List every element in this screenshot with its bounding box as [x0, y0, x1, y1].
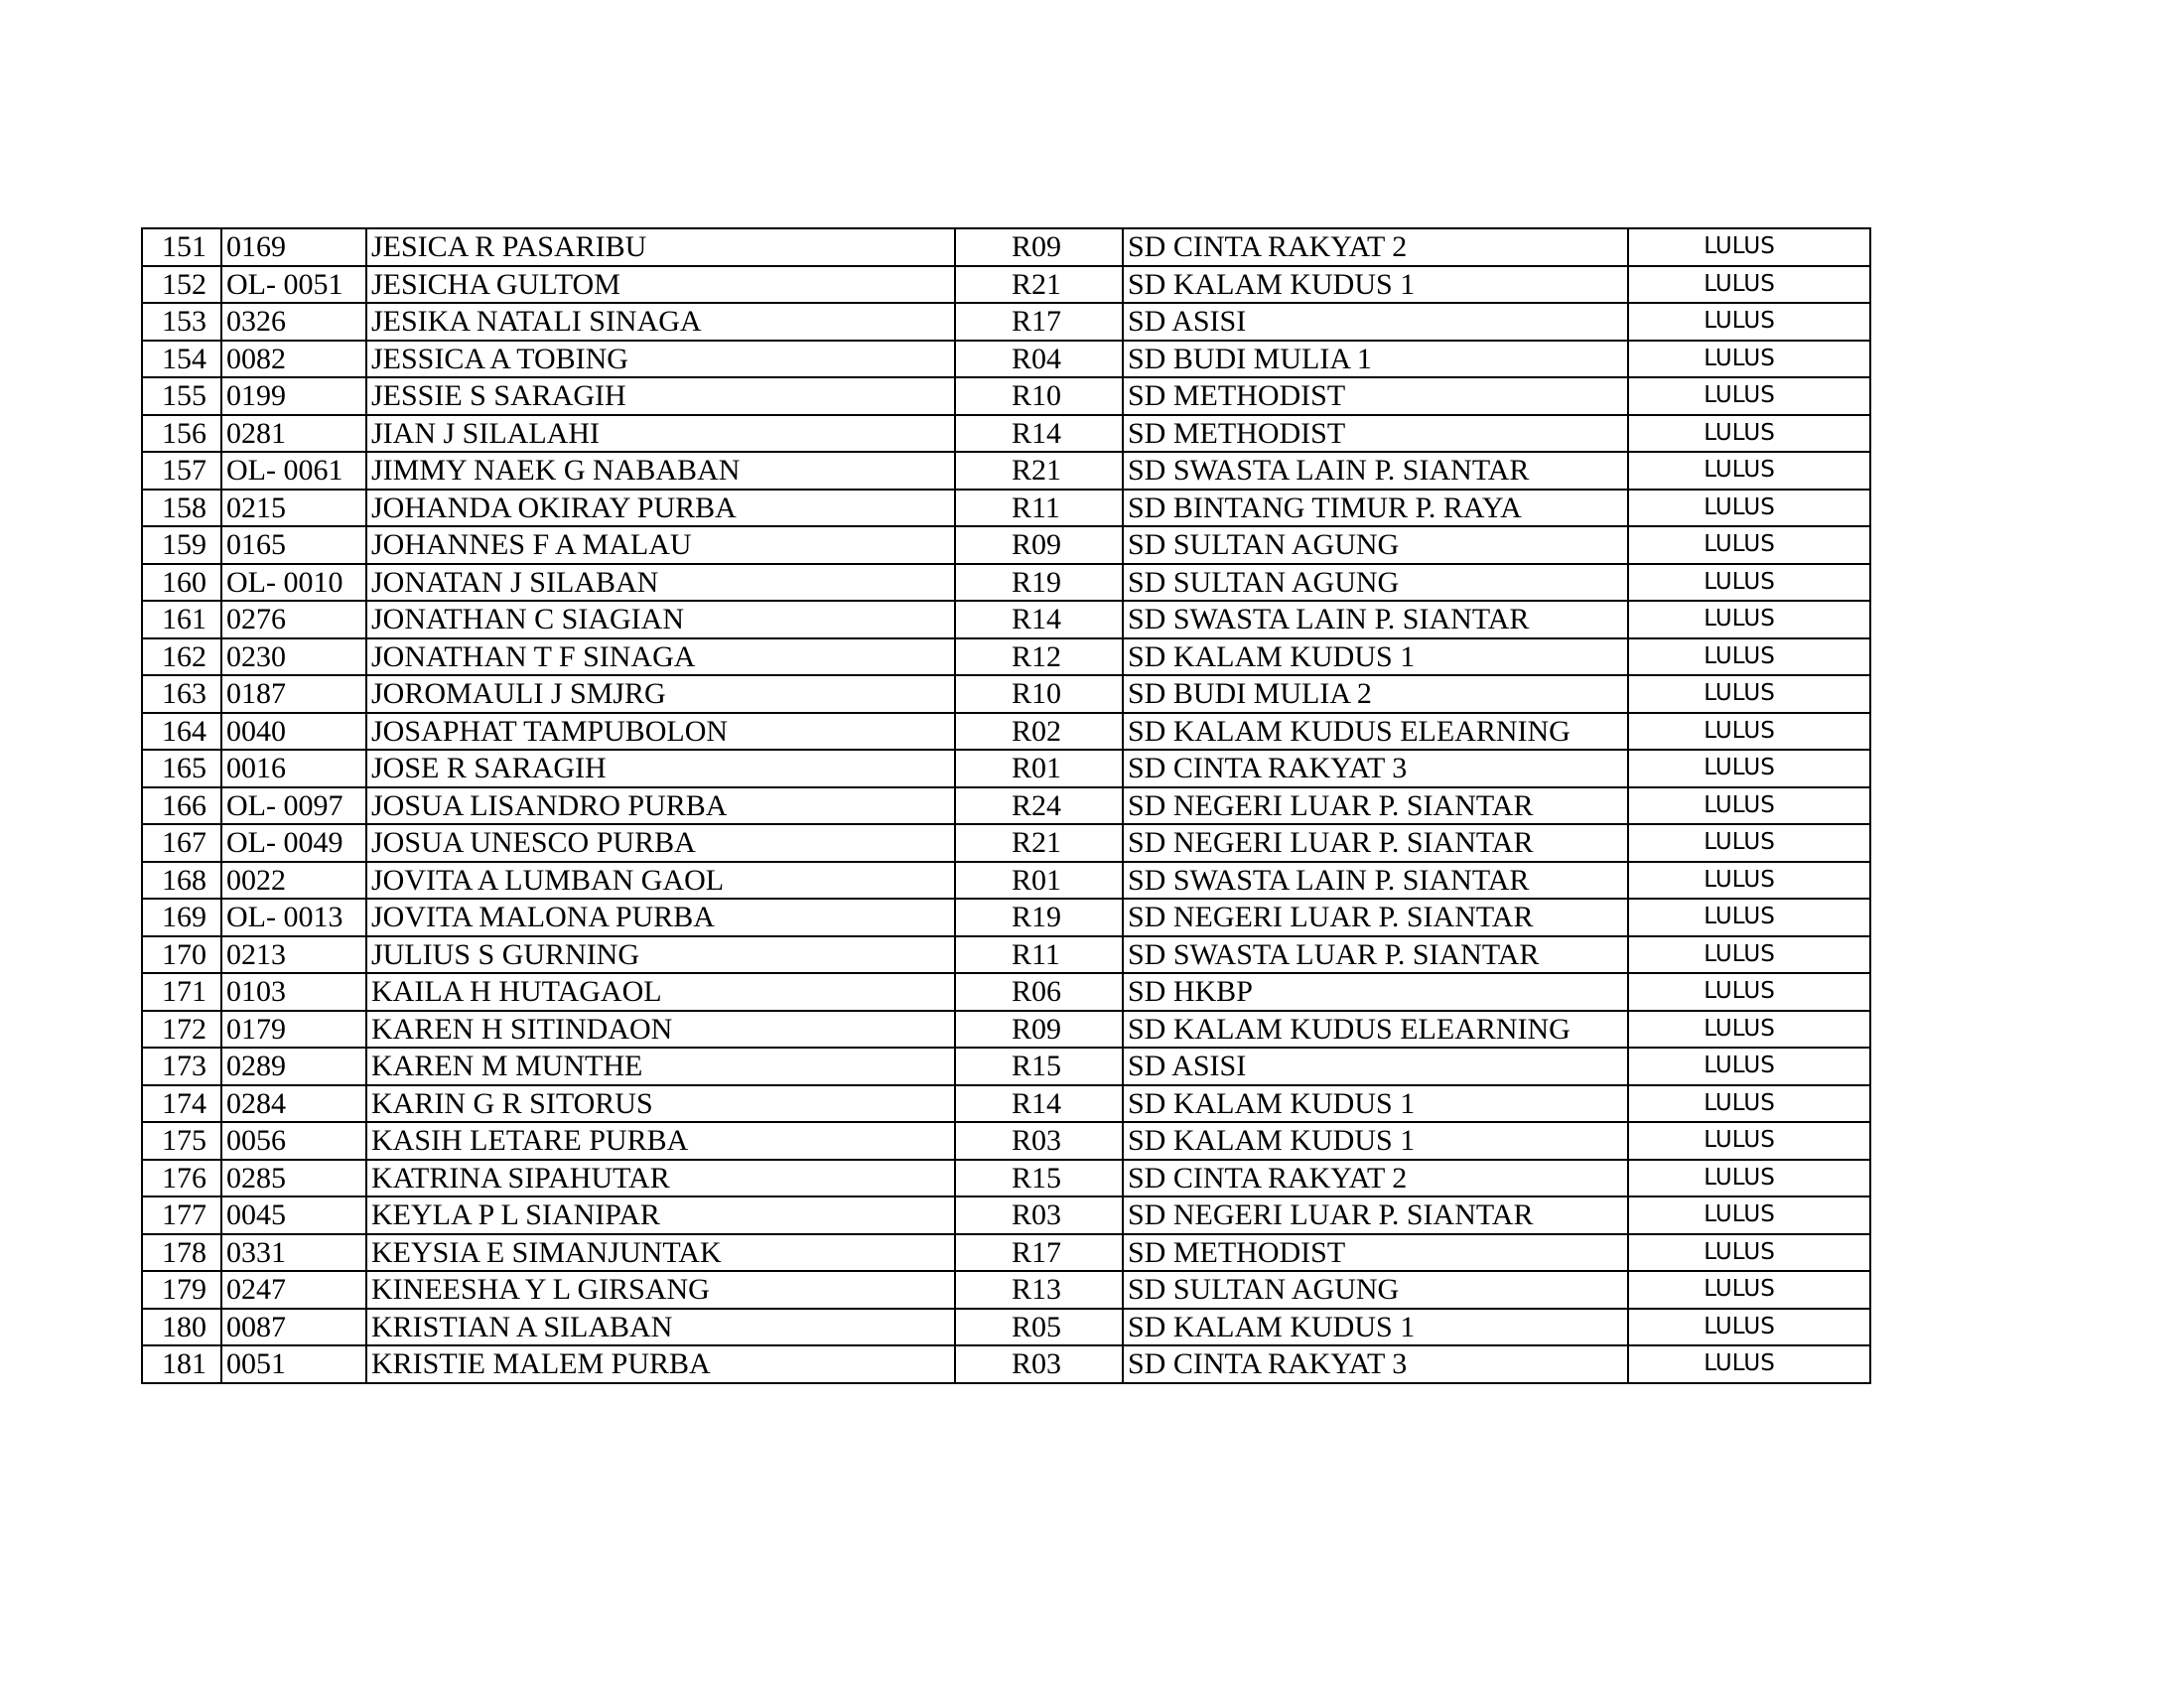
room-code: R21 [955, 824, 1123, 862]
student-name: KEYLA P L SIANIPAR [366, 1196, 955, 1234]
row-number: 165 [142, 750, 221, 787]
room-code: R01 [955, 750, 1123, 787]
row-number: 154 [142, 341, 221, 378]
status-label: LULUS [1628, 564, 1870, 602]
registration-code: 0284 [221, 1085, 366, 1123]
row-number: 156 [142, 415, 221, 453]
registration-code: OL- 0051 [221, 266, 366, 304]
room-code: R05 [955, 1309, 1123, 1346]
row-number: 159 [142, 526, 221, 564]
row-number: 160 [142, 564, 221, 602]
registration-code: 0082 [221, 341, 366, 378]
school-name: SD NEGERI LUAR P. SIANTAR [1123, 1196, 1628, 1234]
school-name: SD CINTA RAKYAT 3 [1123, 750, 1628, 787]
room-code: R21 [955, 452, 1123, 490]
school-name: SD BINTANG TIMUR P. RAYA [1123, 490, 1628, 527]
registration-code: 0056 [221, 1122, 366, 1160]
row-number: 181 [142, 1345, 221, 1383]
student-name: JONATAN J SILABAN [366, 564, 955, 602]
row-number: 168 [142, 862, 221, 900]
row-number: 169 [142, 899, 221, 936]
student-name: KINEESHA Y L GIRSANG [366, 1271, 955, 1309]
room-code: R06 [955, 973, 1123, 1011]
room-code: R09 [955, 526, 1123, 564]
room-code: R15 [955, 1048, 1123, 1085]
room-code: R24 [955, 787, 1123, 825]
table-row [142, 1122, 1870, 1160]
room-code: R17 [955, 1234, 1123, 1272]
room-code: R09 [955, 228, 1123, 266]
row-number: 153 [142, 303, 221, 341]
student-name: KATRINA SIPAHUTAR [366, 1160, 955, 1197]
table-row [142, 341, 1870, 378]
student-name: JIMMY NAEK G NABABAN [366, 452, 955, 490]
school-name: SD METHODIST [1123, 377, 1628, 415]
school-name: SD CINTA RAKYAT 2 [1123, 228, 1628, 266]
status-label: LULUS [1628, 1085, 1870, 1123]
table-row [142, 564, 1870, 602]
row-number: 152 [142, 266, 221, 304]
school-name: SD SWASTA LAIN P. SIANTAR [1123, 452, 1628, 490]
registration-code: 0281 [221, 415, 366, 453]
student-name: KAREN H SITINDAON [366, 1011, 955, 1049]
table-row [142, 713, 1870, 751]
school-name: SD ASISI [1123, 303, 1628, 341]
status-label: LULUS [1628, 1271, 1870, 1309]
school-name: SD KALAM KUDUS 1 [1123, 266, 1628, 304]
school-name: SD NEGERI LUAR P. SIANTAR [1123, 824, 1628, 862]
row-number: 162 [142, 638, 221, 676]
student-name: KARIN G R SITORUS [366, 1085, 955, 1123]
status-label: LULUS [1628, 824, 1870, 862]
room-code: R02 [955, 713, 1123, 751]
table-row [142, 899, 1870, 936]
table-row [142, 824, 1870, 862]
status-label: LULUS [1628, 899, 1870, 936]
school-name: SD KALAM KUDUS 1 [1123, 1309, 1628, 1346]
student-name: KEYSIA E SIMANJUNTAK [366, 1234, 955, 1272]
status-label: LULUS [1628, 415, 1870, 453]
row-number: 164 [142, 713, 221, 751]
table-row [142, 1309, 1870, 1346]
registration-code: 0199 [221, 377, 366, 415]
status-label: LULUS [1628, 601, 1870, 638]
school-name: SD SULTAN AGUNG [1123, 564, 1628, 602]
status-label: LULUS [1628, 936, 1870, 974]
table-row [142, 1234, 1870, 1272]
room-code: R11 [955, 490, 1123, 527]
registration-code: 0230 [221, 638, 366, 676]
room-code: R15 [955, 1160, 1123, 1197]
student-name: JONATHAN T F SINAGA [366, 638, 955, 676]
table-row [142, 490, 1870, 527]
row-number: 167 [142, 824, 221, 862]
room-code: R03 [955, 1122, 1123, 1160]
student-name: JESSICA A TOBING [366, 341, 955, 378]
registration-code: OL- 0010 [221, 564, 366, 602]
results-table [141, 227, 1871, 1384]
registration-code: 0215 [221, 490, 366, 527]
table-row [142, 266, 1870, 304]
table-row [142, 675, 1870, 713]
student-name: JOHANDA OKIRAY PURBA [366, 490, 955, 527]
student-name: JESSIE S SARAGIH [366, 377, 955, 415]
status-label: LULUS [1628, 638, 1870, 676]
room-code: R19 [955, 899, 1123, 936]
table-row [142, 1345, 1870, 1383]
school-name: SD CINTA RAKYAT 2 [1123, 1160, 1628, 1197]
row-number: 161 [142, 601, 221, 638]
room-code: R01 [955, 862, 1123, 900]
room-code: R21 [955, 266, 1123, 304]
status-label: LULUS [1628, 490, 1870, 527]
results-table-body [142, 228, 1870, 1383]
status-label: LULUS [1628, 526, 1870, 564]
status-label: LULUS [1628, 377, 1870, 415]
registration-code: 0165 [221, 526, 366, 564]
school-name: SD SWASTA LUAR P. SIANTAR [1123, 936, 1628, 974]
school-name: SD KALAM KUDUS ELEARNING [1123, 713, 1628, 751]
table-row [142, 1160, 1870, 1197]
status-label: LULUS [1628, 341, 1870, 378]
room-code: R19 [955, 564, 1123, 602]
student-name: JOVITA A LUMBAN GAOL [366, 862, 955, 900]
row-number: 170 [142, 936, 221, 974]
registration-code: OL- 0097 [221, 787, 366, 825]
school-name: SD CINTA RAKYAT 3 [1123, 1345, 1628, 1383]
results-sheet [141, 227, 1871, 1384]
school-name: SD KALAM KUDUS 1 [1123, 1122, 1628, 1160]
school-name: SD METHODIST [1123, 1234, 1628, 1272]
table-row [142, 862, 1870, 900]
student-name: JOSAPHAT TAMPUBOLON [366, 713, 955, 751]
registration-code: OL- 0013 [221, 899, 366, 936]
school-name: SD SWASTA LAIN P. SIANTAR [1123, 862, 1628, 900]
room-code: R14 [955, 1085, 1123, 1123]
school-name: SD NEGERI LUAR P. SIANTAR [1123, 787, 1628, 825]
row-number: 172 [142, 1011, 221, 1049]
room-code: R04 [955, 341, 1123, 378]
status-label: LULUS [1628, 713, 1870, 751]
status-label: LULUS [1628, 787, 1870, 825]
student-name: JOSE R SARAGIH [366, 750, 955, 787]
school-name: SD SULTAN AGUNG [1123, 1271, 1628, 1309]
school-name: SD KALAM KUDUS ELEARNING [1123, 1011, 1628, 1049]
status-label: LULUS [1628, 862, 1870, 900]
student-name: JOVITA MALONA PURBA [366, 899, 955, 936]
student-name: JIAN J SILALAHI [366, 415, 955, 453]
school-name: SD SWASTA LAIN P. SIANTAR [1123, 601, 1628, 638]
status-label: LULUS [1628, 1345, 1870, 1383]
school-name: SD NEGERI LUAR P. SIANTAR [1123, 899, 1628, 936]
status-label: LULUS [1628, 1234, 1870, 1272]
student-name: JESIKA NATALI SINAGA [366, 303, 955, 341]
room-code: R03 [955, 1196, 1123, 1234]
row-number: 174 [142, 1085, 221, 1123]
table-row [142, 526, 1870, 564]
student-name: KAREN M MUNTHE [366, 1048, 955, 1085]
room-code: R12 [955, 638, 1123, 676]
row-number: 177 [142, 1196, 221, 1234]
table-row [142, 973, 1870, 1011]
row-number: 175 [142, 1122, 221, 1160]
school-name: SD KALAM KUDUS 1 [1123, 638, 1628, 676]
student-name: JOROMAULI J SMJRG [366, 675, 955, 713]
room-code: R10 [955, 675, 1123, 713]
row-number: 155 [142, 377, 221, 415]
registration-code: 0331 [221, 1234, 366, 1272]
registration-code: 0045 [221, 1196, 366, 1234]
room-code: R14 [955, 415, 1123, 453]
status-label: LULUS [1628, 1011, 1870, 1049]
school-name: SD KALAM KUDUS 1 [1123, 1085, 1628, 1123]
status-label: LULUS [1628, 1196, 1870, 1234]
registration-code: 0179 [221, 1011, 366, 1049]
table-row [142, 1196, 1870, 1234]
table-row [142, 452, 1870, 490]
status-label: LULUS [1628, 1048, 1870, 1085]
student-name: KAILA H HUTAGAOL [366, 973, 955, 1011]
table-row [142, 638, 1870, 676]
table-row [142, 1085, 1870, 1123]
registration-code: 0051 [221, 1345, 366, 1383]
registration-code: 0103 [221, 973, 366, 1011]
row-number: 157 [142, 452, 221, 490]
table-row [142, 750, 1870, 787]
registration-code: OL- 0061 [221, 452, 366, 490]
school-name: SD SULTAN AGUNG [1123, 526, 1628, 564]
room-code: R03 [955, 1345, 1123, 1383]
school-name: SD METHODIST [1123, 415, 1628, 453]
row-number: 179 [142, 1271, 221, 1309]
row-number: 178 [142, 1234, 221, 1272]
table-row [142, 1048, 1870, 1085]
table-row [142, 377, 1870, 415]
table-row [142, 1271, 1870, 1309]
registration-code: OL- 0049 [221, 824, 366, 862]
table-row [142, 601, 1870, 638]
status-label: LULUS [1628, 1122, 1870, 1160]
student-name: JOSUA LISANDRO PURBA [366, 787, 955, 825]
school-name: SD ASISI [1123, 1048, 1628, 1085]
registration-code: 0187 [221, 675, 366, 713]
row-number: 163 [142, 675, 221, 713]
status-label: LULUS [1628, 1160, 1870, 1197]
student-name: JONATHAN C SIAGIAN [366, 601, 955, 638]
table-row [142, 1011, 1870, 1049]
status-label: LULUS [1628, 303, 1870, 341]
table-row [142, 303, 1870, 341]
registration-code: 0087 [221, 1309, 366, 1346]
registration-code: 0285 [221, 1160, 366, 1197]
row-number: 166 [142, 787, 221, 825]
student-name: JESICHA GULTOM [366, 266, 955, 304]
status-label: LULUS [1628, 750, 1870, 787]
student-name: JESICA R PASARIBU [366, 228, 955, 266]
row-number: 151 [142, 228, 221, 266]
row-number: 173 [142, 1048, 221, 1085]
status-label: LULUS [1628, 1309, 1870, 1346]
table-row [142, 936, 1870, 974]
room-code: R17 [955, 303, 1123, 341]
registration-code: 0022 [221, 862, 366, 900]
registration-code: 0289 [221, 1048, 366, 1085]
table-row [142, 228, 1870, 266]
row-number: 171 [142, 973, 221, 1011]
status-label: LULUS [1628, 266, 1870, 304]
row-number: 176 [142, 1160, 221, 1197]
room-code: R10 [955, 377, 1123, 415]
registration-code: 0276 [221, 601, 366, 638]
student-name: JULIUS S GURNING [366, 936, 955, 974]
school-name: SD HKBP [1123, 973, 1628, 1011]
registration-code: 0040 [221, 713, 366, 751]
room-code: R14 [955, 601, 1123, 638]
registration-code: 0169 [221, 228, 366, 266]
status-label: LULUS [1628, 973, 1870, 1011]
status-label: LULUS [1628, 228, 1870, 266]
registration-code: 0016 [221, 750, 366, 787]
school-name: SD BUDI MULIA 2 [1123, 675, 1628, 713]
room-code: R13 [955, 1271, 1123, 1309]
registration-code: 0247 [221, 1271, 366, 1309]
registration-code: 0326 [221, 303, 366, 341]
status-label: LULUS [1628, 675, 1870, 713]
school-name: SD BUDI MULIA 1 [1123, 341, 1628, 378]
registration-code: 0213 [221, 936, 366, 974]
room-code: R11 [955, 936, 1123, 974]
student-name: KRISTIAN A SILABAN [366, 1309, 955, 1346]
student-name: JOHANNES F A MALAU [366, 526, 955, 564]
student-name: KRISTIE MALEM PURBA [366, 1345, 955, 1383]
student-name: KASIH LETARE PURBA [366, 1122, 955, 1160]
room-code: R09 [955, 1011, 1123, 1049]
row-number: 158 [142, 490, 221, 527]
student-name: JOSUA UNESCO PURBA [366, 824, 955, 862]
table-row [142, 787, 1870, 825]
table-row [142, 415, 1870, 453]
row-number: 180 [142, 1309, 221, 1346]
status-label: LULUS [1628, 452, 1870, 490]
